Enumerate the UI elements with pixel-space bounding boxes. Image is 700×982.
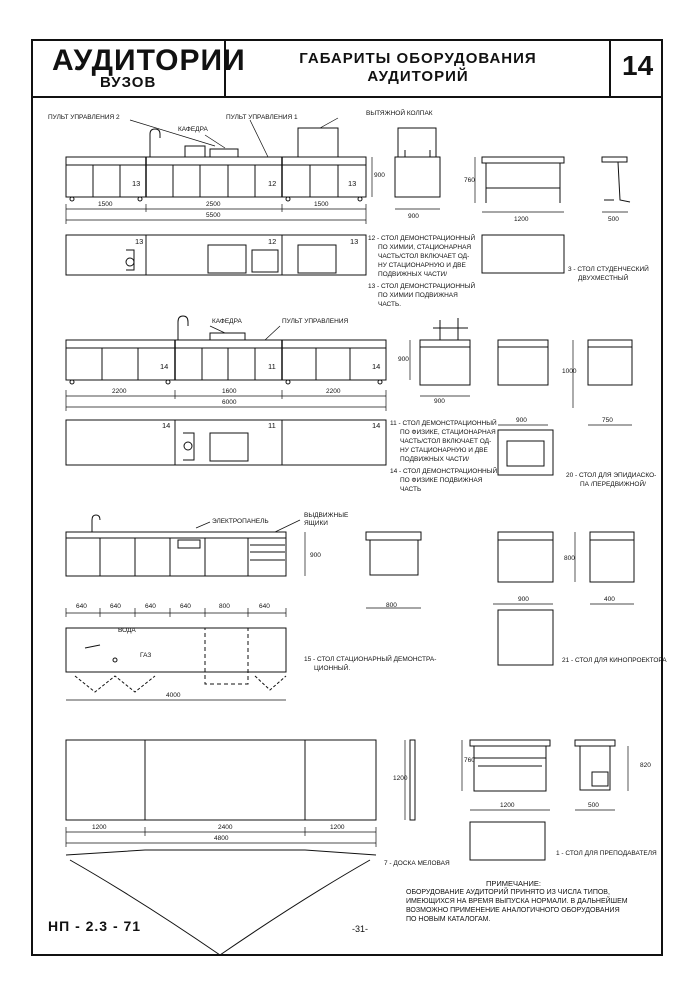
- label-drawers-1: ВЫДВИЖНЫЕ: [304, 512, 349, 519]
- label-console-1: ПУЛЬТ УПРАВЛЕНИЯ 1: [226, 114, 298, 121]
- stationary-caption-1: 15 - СТОЛ СТАЦИОНАРНЫЙ ДЕМОНСТРА-: [304, 656, 437, 663]
- episcope-caption-1: 20 - СТОЛ ДЛЯ ЭПИДИАСКО-: [566, 472, 657, 479]
- note-14-line2: ПО ФИЗИКЕ ПОДВИЖНАЯ: [400, 477, 483, 484]
- label-water: ВОДА: [118, 627, 136, 634]
- dim-1500-left: 1500: [98, 201, 113, 208]
- label-console-2: ПУЛЬТ УПРАВЛЕНИЯ 2: [48, 114, 120, 121]
- dim-900-height: 900: [374, 172, 385, 179]
- plan-13-left: 13: [135, 237, 144, 246]
- stationary-table-dimensions: [66, 532, 305, 700]
- episcope-dim-750: 750: [602, 417, 613, 424]
- stationary-table-plan: [66, 628, 286, 692]
- plan-12: 12: [268, 237, 277, 246]
- chemistry-table-side-view: [395, 128, 440, 209]
- header-center-line2: АУДИТОРИЙ: [367, 68, 469, 85]
- note-11-line5: ПОДВИЖНЫХ ЧАСТИ/: [400, 456, 470, 463]
- label-kafedra-2: КАФЕДРА: [212, 318, 242, 325]
- note-line-4: ПО НОВЫМ КАТАЛОГАМ.: [406, 916, 491, 923]
- board-dim-2400: 2400: [218, 824, 233, 831]
- dim-900-width: 900: [408, 213, 419, 220]
- dim-640-4: 640: [180, 603, 191, 610]
- dim-4000: 4000: [166, 692, 181, 699]
- plan-14-right: 14: [372, 421, 381, 430]
- student-table-caption-2: ДВУХМЕСТНЫЙ: [578, 275, 629, 282]
- teacher-table-views: [462, 740, 628, 860]
- note-heading: ПРИМЕЧАНИЕ:: [486, 879, 541, 888]
- note-12-line1: 12 - СТОЛ ДЕМОНСТРАЦИОННЫЙ: [368, 235, 476, 242]
- plan-11: 11: [268, 421, 276, 430]
- note-11-line3: ЧАСТЬ/СТОЛ ВКЛЮЧАЕТ ОД-: [400, 438, 492, 445]
- note-12-line2: ПО ХИМИИ, СТАЦИОНАРНАЯ: [378, 244, 472, 251]
- student-dim-500: 500: [608, 216, 619, 223]
- note-14-line1: 14 - СТОЛ ДЕМОНСТРАЦИОННЫЙ: [390, 468, 498, 475]
- chemistry-table-elevation: [66, 118, 366, 201]
- teacher-dim-500: 500: [588, 802, 599, 809]
- student-table-caption-1: 3 - СТОЛ СТУДЕНЧЕСКИЙ: [568, 266, 649, 273]
- episcope-dim-1000: 1000: [562, 368, 577, 375]
- dim-640-2: 640: [110, 603, 121, 610]
- dim-2200-left: 2200: [112, 388, 127, 395]
- stationary-side-dim-800: 800: [386, 602, 397, 609]
- board-dim-1200-right: 1200: [330, 824, 345, 831]
- chemistry-table-plan: [66, 235, 366, 275]
- note-12-line5: ПОДВИЖНЫХ ЧАСТИ/: [378, 271, 448, 278]
- mark-14-left: 14: [160, 362, 169, 371]
- episcope-table-views: [498, 340, 632, 475]
- label-gas: ГАЗ: [140, 652, 152, 659]
- note-13-line1: 13 - СТОЛ ДЕМОНСТРАЦИОННЫЙ: [368, 283, 476, 290]
- dim-640-6: 640: [259, 603, 270, 610]
- episcope-dim-900: 900: [516, 417, 527, 424]
- board-dim-1200-height: 1200: [393, 775, 408, 782]
- note-12-line4: НУ СТАЦИОНАРНУЮ И ДВЕ: [378, 262, 466, 269]
- note-line-2: ИМЕЮЩИХСЯ НА ВРЕМЯ ВЫПУСКА НОРМАЛИ. В ДАЛЬНЕЙШЕМ: [406, 898, 628, 905]
- dim-2200-right: 2200: [326, 388, 341, 395]
- note-14-line3: ЧАСТЬ: [400, 486, 422, 493]
- phys-dim-900-width: 900: [434, 398, 445, 405]
- dim-1600: 1600: [222, 388, 237, 395]
- label-console-phys: ПУЛЬТ УПРАВЛЕНИЯ: [282, 318, 349, 325]
- board-dim-1200-left: 1200: [92, 824, 107, 831]
- plan-13-right: 13: [350, 237, 359, 246]
- note-11-line2: ПО ФИЗИКЕ, СТАЦИОНАРНАЯ: [400, 429, 496, 436]
- projector-dim-900: 900: [518, 596, 529, 603]
- stationary-dim-900: 900: [310, 552, 321, 559]
- mark-14-right: 14: [372, 362, 381, 371]
- note-line-1: ОБОРУДОВАНИЕ АУДИТОРИЙ ПРИНЯТО ИЗ ЧИСЛА ТИПОВ,: [406, 889, 610, 896]
- mark-13-left: 13: [132, 179, 141, 188]
- stationary-table-side-view: [366, 532, 421, 608]
- physics-table-elevation: [66, 316, 386, 384]
- physics-table-dimensions: [66, 340, 410, 411]
- teacher-caption: 1 - СТОЛ ДЛЯ ПРЕПОДАВАТЕЛЯ: [556, 850, 657, 857]
- plan-14-left: 14: [162, 421, 171, 430]
- label-electropanel: ЭЛЕКТРОПАНЕЛЬ: [212, 518, 269, 525]
- teacher-dim-1200: 1200: [500, 802, 515, 809]
- note-12-line3: ЧАСТЬ/СТОЛ ВКЛЮЧАЕТ ОД-: [378, 253, 470, 260]
- header-subtitle: ВУЗОВ: [100, 74, 157, 91]
- dim-2500: 2500: [206, 201, 221, 208]
- mark-11: 11: [268, 362, 276, 371]
- dim-640-3: 640: [145, 603, 156, 610]
- note-line-3: ВОЗМОЖНО ПРИМЕНЕНИЕ АНАЛОГИЧНОГО ОБОРУДОВАНИЯ: [406, 907, 620, 914]
- header-title: АУДИТОРИИ: [52, 44, 246, 77]
- board-dim-4800: 4800: [214, 835, 229, 842]
- student-dim-1200: 1200: [514, 216, 529, 223]
- dim-800: 800: [219, 603, 230, 610]
- projector-caption: 21 - СТОЛ ДЛЯ КИНОПРОЕКТОРА: [562, 657, 667, 664]
- physics-table-plan: [66, 420, 386, 465]
- sheet-number: 14: [622, 50, 654, 81]
- note-11-line4: НУ СТАЦИОНАРНУЮ И ДВЕ: [400, 447, 488, 454]
- board-caption: 7 - ДОСКА МЕЛОВАЯ: [384, 860, 450, 867]
- label-kafedra-1: КАФЕДРА: [178, 126, 208, 133]
- note-13-line2: ПО ХИМИИ ПОДВИЖНАЯ: [378, 292, 458, 299]
- stationary-caption-2: ЦИОННЫЙ.: [314, 665, 351, 672]
- note-13-line3: ЧАСТЬ.: [378, 301, 402, 308]
- physics-table-side-view: [420, 318, 470, 396]
- header-center-line1: ГАБАРИТЫ ОБОРУДОВАНИЯ: [299, 50, 537, 67]
- episcope-caption-2: ПА /ПЕРЕДВИЖНОЙ/: [580, 481, 646, 488]
- mark-12: 12: [268, 179, 277, 188]
- sheet-frame: [32, 40, 662, 955]
- phys-dim-900-height: 900: [398, 356, 409, 363]
- page-number: -31-: [352, 924, 369, 934]
- label-drawers-2: ЯЩИКИ: [304, 520, 328, 527]
- dim-1500-right: 1500: [314, 201, 329, 208]
- teacher-dim-760: 760: [464, 757, 475, 764]
- mark-13-right: 13: [348, 179, 357, 188]
- student-dim-760: 760: [464, 177, 475, 184]
- note-11-line1: 11 - СТОЛ ДЕМОНСТРАЦИОННЫЙ: [390, 420, 497, 427]
- student-table-views: [475, 157, 630, 273]
- projector-dim-800: 800: [564, 555, 575, 562]
- footer-code: НП - 2.3 - 71: [48, 918, 142, 934]
- projector-dim-400: 400: [604, 596, 615, 603]
- dim-640-1: 640: [76, 603, 87, 610]
- dim-5500: 5500: [206, 212, 221, 219]
- teacher-dim-820: 820: [640, 762, 651, 769]
- dim-6000: 6000: [222, 399, 237, 406]
- label-hood: ВЫТЯЖНОЙ КОЛПАК: [366, 110, 433, 117]
